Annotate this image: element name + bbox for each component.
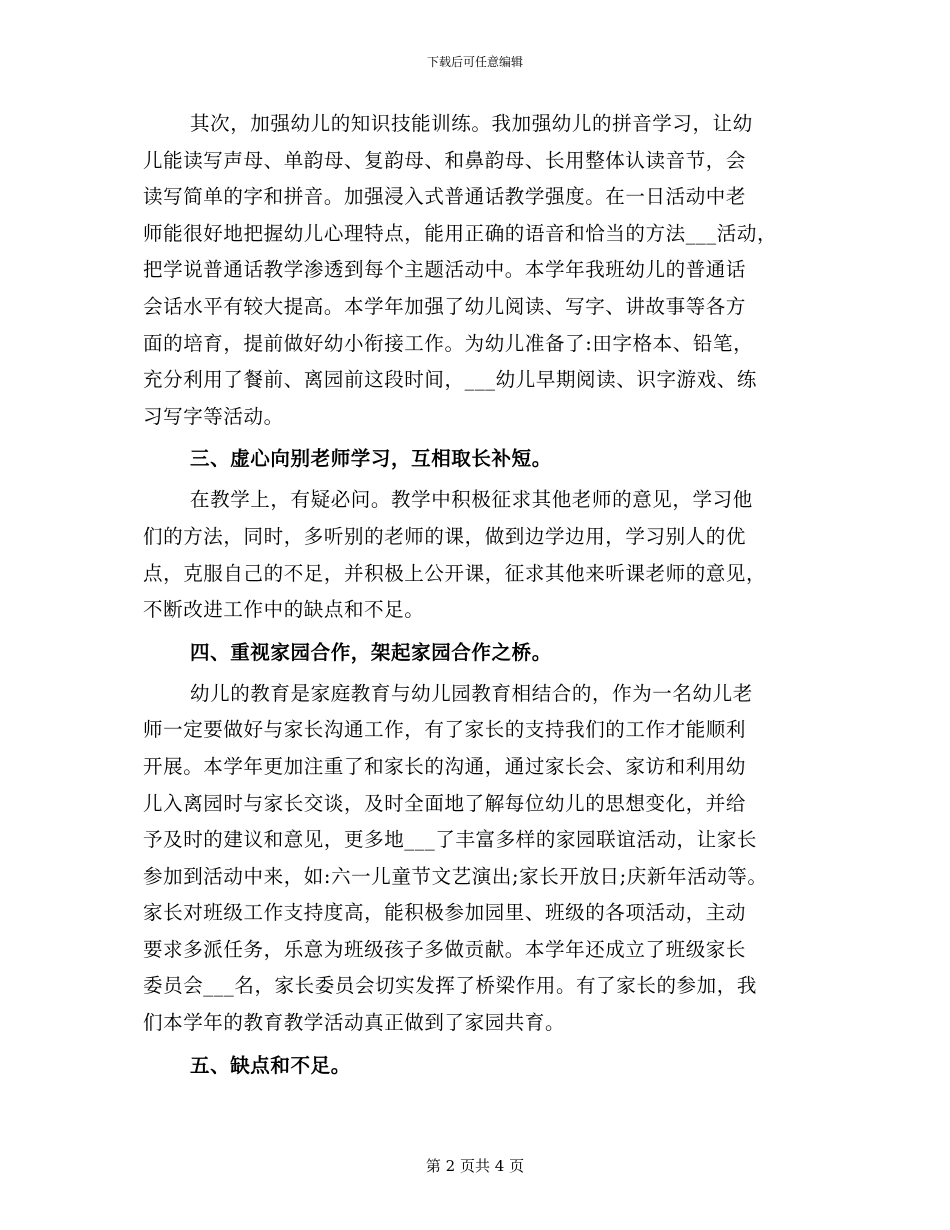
paragraph-line: 予及时的建议和意见，更多地___了丰富多样的家园联谊活动，让家长 <box>143 828 757 852</box>
paragraph-line: 师一定要做好与家长沟通工作，有了家长的支持我们的工作才能顺利 <box>143 718 747 742</box>
section-heading-4: 四、重视家园合作，架起家园合作之桥。 <box>190 640 552 664</box>
paragraph-line: 们的方法，同时，多听别的老师的课，做到边学边用，学习别人的优 <box>143 524 747 548</box>
paragraph-line: 读写简单的字和拼音。加强浸入式普通话教学强度。在一日活动中老 <box>143 185 747 209</box>
paragraph-line: 委员会___名，家长委员会切实发挥了桥梁作用。有了家长的参加，我 <box>143 974 757 998</box>
paragraph-line: 把学说普通话教学渗透到每个主题活动中。本学年我班幼儿的普通话 <box>143 258 747 282</box>
document-body <box>143 106 823 1089</box>
paragraph-line: 们本学年的教育教学活动真正做到了家园共育。 <box>143 1011 566 1035</box>
paragraph-line: 面的培育，提前做好幼小衔接工作。为幼儿准备了:田字格本、铅笔， <box>143 331 754 355</box>
paragraph-line: 儿能读写声母、单韵母、复韵母、和鼻韵母、长用整体认读音节，会 <box>143 148 747 172</box>
paragraph-line: 习写字等活动。 <box>143 404 284 428</box>
paragraph-line: 幼儿的教育是家庭教育与幼儿园教育相结合的，作为一名幼儿老 <box>190 681 753 705</box>
paragraph-line: 其次，加强幼儿的知识技能训练。我加强幼儿的拼音学习，让幼 <box>190 112 753 135</box>
section-heading-3: 三、虚心向别老师学习，互相取长补短。 <box>190 447 552 471</box>
paragraph-line: 儿入离园时与家长交谈，及时全面地了解每位幼儿的思想变化，并给 <box>143 791 747 815</box>
paragraph-line: 参加到活动中来，如:六一儿童节文艺演出;家长开放日;庆新年活动等。 <box>143 864 768 888</box>
paragraph-line: 点，克服自己的不足，并积极上公开课，征求其他来听课老师的意见， <box>143 561 767 585</box>
paragraph-line: 师能很好地把握幼儿心理特点，能用正确的语音和恰当的方法___活动， <box>143 221 778 245</box>
paragraph-line: 在教学上，有疑必问。教学中积极征求其他老师的意见，学习他 <box>190 488 753 512</box>
paragraph-line: 不断改进工作中的缺点和不足。 <box>143 598 425 622</box>
section-heading-5: 五、缺点和不足。 <box>190 1053 351 1077</box>
paragraph-line: 开展。本学年更加注重了和家长的沟通，通过家长会、家访和利用幼 <box>143 754 747 778</box>
page-number-footer: 第 2 页共 4 页 <box>425 1157 525 1175</box>
page-header: 下载后可任意编辑 <box>426 55 523 69</box>
paragraph-line: 会话水平有较大提高。本学年加强了幼儿阅读、写字、讲故事等各方 <box>143 294 747 318</box>
paragraph-line: 充分利用了餐前、离园前这段时间，___幼儿早期阅读、识字游戏、练 <box>143 368 757 392</box>
paragraph-line: 要求多派任务，乐意为班级孩子多做贡献。本学年还成立了班级家长 <box>143 937 747 961</box>
paragraph-line: 家长对班级工作支持度高，能积极参加园里、班级的各项活动，主动 <box>143 901 747 925</box>
